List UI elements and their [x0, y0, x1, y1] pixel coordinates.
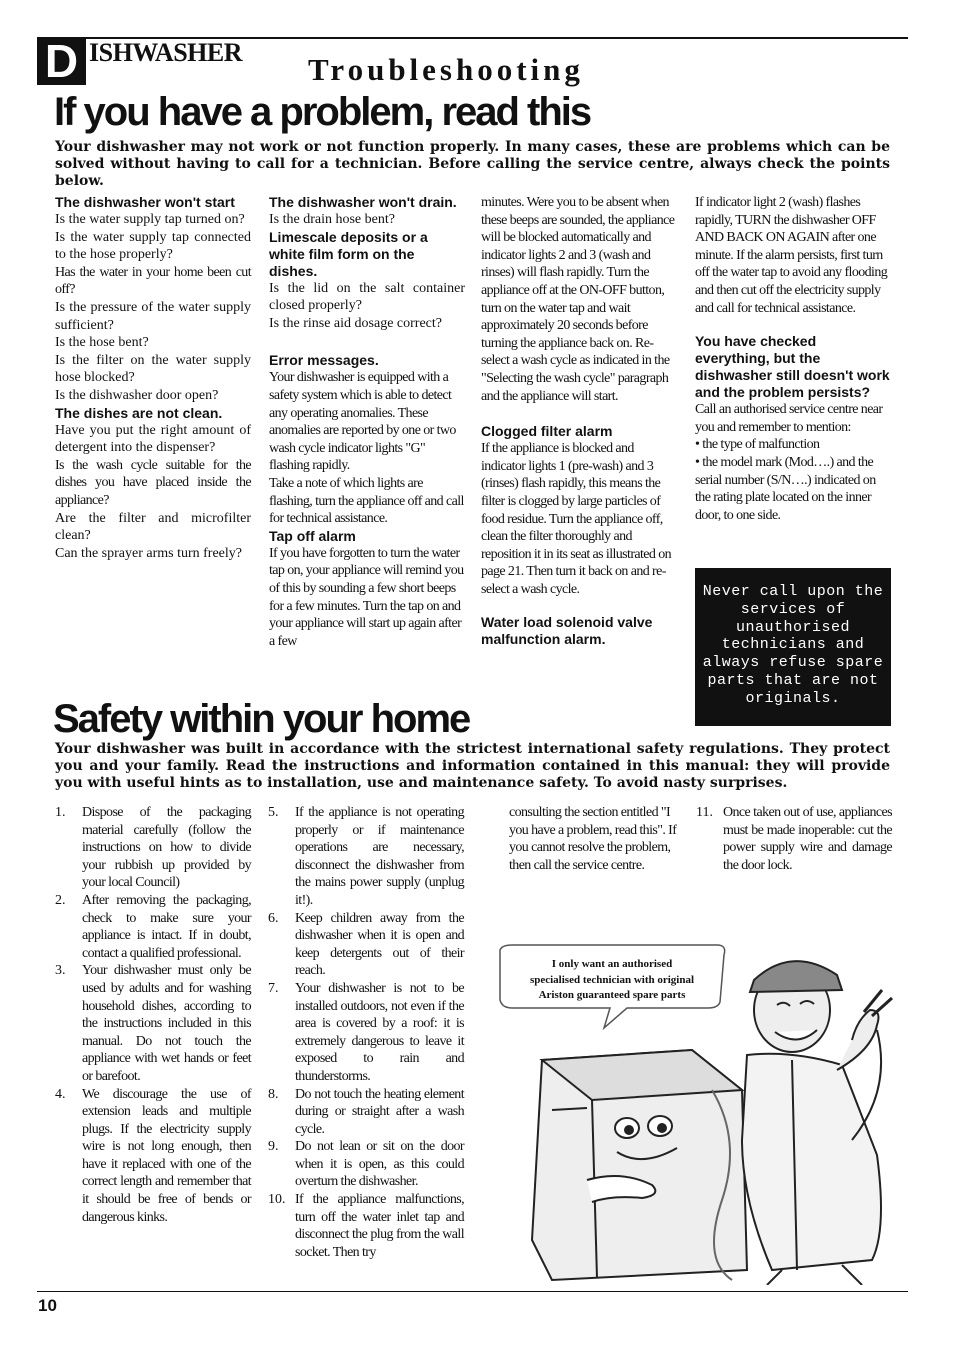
safety-item: 5. If the appliance is not operating properly or if maintenance operations are necessary, disconnect the dishwasher from the mains power supply (unplug it!).: [268, 805, 464, 908]
wont-drain-heading: The dishwasher won't drain.: [269, 194, 457, 210]
checked-bullet: • the model mark (Mod….) and the serial number (S/N….) indicated on the rating plate located on the inner door, to one side.: [695, 454, 876, 523]
safety-column-1: [55, 804, 251, 1226]
safety-item: 6. Keep children away from the dishwasher when it is open and keep detergents out of their reach.: [268, 910, 464, 979]
check-item: Are the filter and microfilter clean?: [55, 510, 251, 544]
check-item: Is the wash cycle suitable for the dishes you have placed inside the appliance?: [55, 457, 251, 508]
error-messages-heading: Error messages.: [269, 352, 379, 369]
safety-item: 4. We discourage the use of extension leads and multiple plugs. If the electricity supply wire is not long enough, then have it replaced with one of the correct length and remember that it should be free of bends or dangerous kinks.: [55, 1086, 251, 1225]
check-item: Is the filter on the water supply hose blocked?: [55, 352, 251, 386]
not-clean-heading: The dishes are not clean.: [55, 404, 223, 421]
check-item: Is the dishwasher door open?: [55, 387, 219, 403]
safety-column-2: [268, 804, 464, 1261]
safety-column-3: [509, 804, 677, 874]
checked-text: Call an authorised service centre near you and remember to mention:: [695, 402, 883, 435]
check-item: Have you put the right amount of detergent into the dispenser?: [55, 422, 251, 456]
safety-column-4: [696, 804, 892, 874]
safety-item: 11. Once taken out of use, appliances must be made inoperable: cut the power supply wire and damage the door lock.: [696, 805, 892, 873]
header-initial: D: [37, 37, 86, 85]
safety-item: 1. Dispose of the packaging material carefully (follow the instructions on how to divide your rubbish up provided by your local Council): [55, 805, 251, 891]
safety-item: 7. Your dishwasher is not to be installed outdoors, not even if the area is covered by a roof: it is extremely dangerous to leave it exposed to rain and thunderstorms.: [268, 980, 464, 1084]
error-messages-text: Your dishwasher is equipped with a safety system which is able to detect any operating anomalies. These anomalies are reported by one or two wash cycle indicator lights "G" flashing rapidly.: [269, 370, 456, 474]
solenoid-heading: Water load solenoid valve malfunction alarm.: [481, 614, 653, 648]
checked-heading: You have checked everything, but the dishwasher still doesn't work and the problem persists?: [695, 333, 890, 401]
clogged-filter-text: If the appliance is blocked and indicator lights 1 (pre-wash) and 3 (rinses) flash rapidly, this means the filter is clogged by large particles of food residue. Turn the appliance off, clean the filter thoroughly and reposition it in its seat as illustrated on page 21. Then turn it back on and re-select a wash cycle.: [481, 441, 672, 597]
problem-column-3: [481, 194, 677, 648]
bottom-rule: [37, 1291, 908, 1292]
tap-off-text: If you have forgotten to turn the water tap on, your appliance will remind you of this by sounding a few short beeps for a few minutes. Turn the tap on and your appliance will start up again after a few: [269, 545, 464, 649]
page-number: 10: [38, 1296, 57, 1315]
problem-column-4: [695, 194, 891, 524]
technician-cartoon: [492, 940, 900, 1285]
bubble-line: specialised technician with original: [529, 974, 695, 986]
warning-notice: Never call upon the services of unauthorised technicians and always refuse spare parts that are not originals.: [695, 568, 891, 726]
tap-off-text-continued: minutes. Were you to be absent when these beeps are sounded, the appliance will be blocked automatically and indicator lights 2 and 3 (wash and rinses) will flash rapidly. Turn the appliance off at the ON-OFF button, turn on the water tap and wait approximately 20 seconds before turning the appliance back on. Re-select a wash cycle as indicated in the "Selecting the wash cycle" paragraph and the appliance will start.: [481, 195, 675, 404]
problem-column-1: [55, 194, 251, 562]
safety-item-continued: consulting the section entitled "I you have a problem, read this". If you cannot resolve the problem, then call the service centre.: [509, 805, 677, 873]
error-messages-text-2: Take a note of which lights are flashing, turn the appliance off and call for technical assistance.: [269, 475, 464, 527]
check-item: Is the water supply tap turned on?: [55, 212, 245, 227]
wont-start-heading: The dishwasher won't start: [55, 194, 235, 210]
bubble-line: Ariston guaranteed spare parts: [538, 989, 686, 1001]
check-item: Is the rinse aid dosage correct?: [269, 315, 442, 331]
check-item: Has the water in your home been cut off?: [55, 264, 251, 298]
safety-item: 9. Do not lean or sit on the door when it is open, as this could overturn the dishwasher.: [268, 1139, 464, 1190]
tap-off-heading: Tap off alarm: [269, 527, 356, 544]
safety-intro: Your dishwasher was built in accordance with the strictest international safety regulations. They protect you and your family. Read the instructions and information contained in this manual: they will provide you with useful hints as to installation, use and maintenance safety. To avoid nasty surprises.: [55, 741, 890, 791]
check-item: Is the lid on the salt container closed properly?: [269, 280, 465, 314]
checked-bullet: • the type of malfunction: [695, 437, 820, 453]
safety-item: 8. Do not touch the heating element during or straight after a wash cycle.: [268, 1086, 464, 1137]
safety-item: 2. After removing the packaging, check to make sure your appliance is intact. If in doubt, contact a qualified professional.: [55, 892, 251, 961]
limescale-heading: Limescale deposits or a white film form on the dishes.: [269, 228, 428, 279]
safety-item: 3. Your dishwasher must only be used by adults and for washing household dishes, according to the instructions included in this manual. Do not touch the appliance with wet hands or feet or barefoot.: [55, 963, 251, 1084]
solenoid-text: If indicator light 2 (wash) flashes rapidly, TURN the dishwasher OFF AND BACK ON AGAIN after one minute. If the alarm persists, first turn off the water tap to avoid any flooding and then cut off the electricity supply and call for technical assistance.: [695, 195, 888, 316]
bubble-line: I only want an authorised: [551, 958, 673, 970]
clogged-filter-heading: Clogged filter alarm: [481, 423, 613, 440]
check-item: Is the pressure of the water supply sufficient?: [55, 299, 251, 333]
safety-item: 10. If the appliance malfunctions, turn off the water inlet tap and disconnect the plug from the wall socket. Then try: [268, 1192, 464, 1260]
problem-intro: Your dishwasher may not work or not function properly. In many cases, these are problems which can be solved without having to call for a technician. Before calling the service centre, always check the points below.: [55, 139, 890, 189]
safety-heading: Safety within your home: [53, 697, 470, 741]
check-item: Is the hose bent?: [55, 335, 149, 351]
check-item: Is the drain hose bent?: [269, 212, 395, 227]
section-title: Troubleshooting: [308, 52, 584, 87]
header-title: ISHWASHER: [89, 38, 242, 67]
check-item: Is the water supply tap connected to the hose properly?: [55, 229, 251, 263]
problem-column-2: [269, 194, 465, 650]
check-item: Can the sprayer arms turn freely?: [55, 545, 242, 561]
problem-heading: If you have a problem, read this: [54, 90, 591, 134]
